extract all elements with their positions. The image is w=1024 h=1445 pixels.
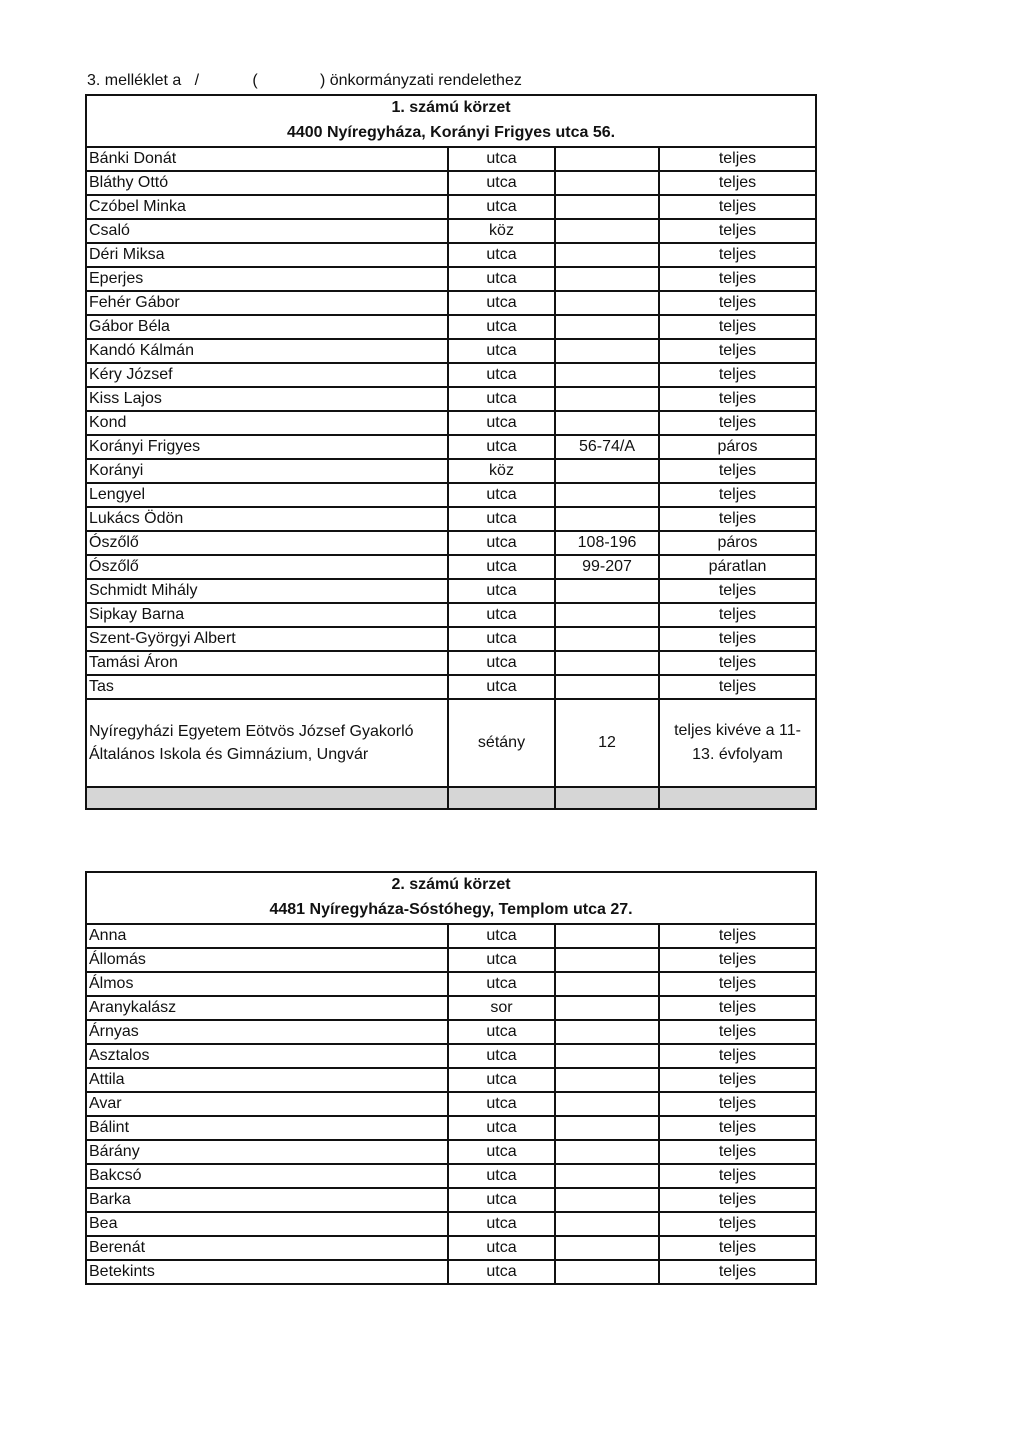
street-type: utca — [448, 147, 555, 171]
street-row — [86, 171, 816, 195]
street-type: utca — [448, 555, 555, 579]
street-name: Lukács Ödön — [86, 507, 448, 531]
street-row — [86, 243, 816, 267]
house-number-range — [555, 1068, 659, 1092]
street-type: utca — [448, 315, 555, 339]
street-name: Czóbel Minka — [86, 195, 448, 219]
house-number-range — [555, 363, 659, 387]
house-number-range — [555, 387, 659, 411]
separator-cell — [448, 787, 555, 809]
street-type: utca — [448, 291, 555, 315]
street-name: Eperjes — [86, 267, 448, 291]
street-row — [86, 996, 816, 1020]
coverage: páratlan — [659, 555, 816, 579]
street-row — [86, 1116, 816, 1140]
house-number-range — [555, 675, 659, 699]
street-name: Bakcsó — [86, 1164, 448, 1188]
house-number-range — [555, 483, 659, 507]
street-row — [86, 1164, 816, 1188]
house-number-range: 56-74/A — [555, 435, 659, 459]
house-number-range — [555, 411, 659, 435]
house-number-range — [555, 1236, 659, 1260]
street-type: utca — [448, 363, 555, 387]
street-row — [86, 267, 816, 291]
house-number-range — [555, 147, 659, 171]
coverage: teljes — [659, 459, 816, 483]
street-row — [86, 531, 816, 555]
street-type: utca — [448, 627, 555, 651]
coverage: teljes — [659, 675, 816, 699]
street-name: Kiss Lajos — [86, 387, 448, 411]
coverage: teljes kivéve a 11-13. évfolyam — [659, 699, 816, 787]
street-type: utca — [448, 972, 555, 996]
house-number-range — [555, 219, 659, 243]
street-name: Ószőlő — [86, 531, 448, 555]
coverage: teljes — [659, 996, 816, 1020]
coverage: teljes — [659, 267, 816, 291]
street-row — [86, 459, 816, 483]
street-type: utca — [448, 531, 555, 555]
district-1-address: 4400 Nyíregyháza, Korányi Frigyes utca 56. — [286, 124, 616, 141]
coverage: teljes — [659, 195, 816, 219]
street-type: utca — [448, 1092, 555, 1116]
document-header: 3. melléklet a / ( ) önkormányzati rendelethez — [87, 72, 522, 89]
house-number-range — [555, 315, 659, 339]
coverage: teljes — [659, 948, 816, 972]
street-name: Álmos — [86, 972, 448, 996]
house-number-range — [555, 171, 659, 195]
street-name: Korányi — [86, 459, 448, 483]
street-row — [86, 411, 816, 435]
street-name: Sipkay Barna — [86, 603, 448, 627]
street-name: Bárány — [86, 1140, 448, 1164]
house-number-range — [555, 243, 659, 267]
school-name: Nyíregyházi Egyetem Eötvös József Gyakorló Általános Iskola és Gimnázium, Ungvár — [86, 699, 448, 787]
street-type: utca — [448, 1068, 555, 1092]
street-type: utca — [448, 267, 555, 291]
street-row — [86, 579, 816, 603]
street-name: Csaló — [86, 219, 448, 243]
coverage: páros — [659, 531, 816, 555]
street-row — [86, 315, 816, 339]
street-type: utca — [448, 387, 555, 411]
district-1-title: 1. számú körzet — [391, 99, 511, 117]
street-name: Ószőlő — [86, 555, 448, 579]
district-2-title: 2. számú körzet — [391, 876, 511, 894]
street-type: utca — [448, 1020, 555, 1044]
street-type: köz — [448, 459, 555, 483]
street-type: utca — [448, 1044, 555, 1068]
house-number-range — [555, 1188, 659, 1212]
street-name: Barka — [86, 1188, 448, 1212]
house-number-range: 108-196 — [555, 531, 659, 555]
coverage: teljes — [659, 651, 816, 675]
separator-cell — [659, 787, 816, 809]
street-name: Állomás — [86, 948, 448, 972]
street-name: Schmidt Mihály — [86, 579, 448, 603]
street-type: utca — [448, 651, 555, 675]
street-name: Bálint — [86, 1116, 448, 1140]
coverage: teljes — [659, 1068, 816, 1092]
street-type: utca — [448, 675, 555, 699]
street-type: utca — [448, 483, 555, 507]
coverage: teljes — [659, 387, 816, 411]
street-row — [86, 435, 816, 459]
house-number-range — [555, 1140, 659, 1164]
street-type: utca — [448, 1236, 555, 1260]
coverage: teljes — [659, 1020, 816, 1044]
coverage: teljes — [659, 972, 816, 996]
street-type: utca — [448, 579, 555, 603]
house-number-range — [555, 1164, 659, 1188]
street-row — [86, 1212, 816, 1236]
street-name: Aranykalász — [86, 996, 448, 1020]
street-name: Szent-Györgyi Albert — [86, 627, 448, 651]
street-type: sétány — [448, 699, 555, 787]
coverage: teljes — [659, 1140, 816, 1164]
house-number-range — [555, 291, 659, 315]
separator-cell — [555, 787, 659, 809]
coverage: teljes — [659, 483, 816, 507]
district-1-table — [85, 94, 817, 810]
coverage: teljes — [659, 339, 816, 363]
coverage: teljes — [659, 363, 816, 387]
street-name: Lengyel — [86, 483, 448, 507]
street-name: Kond — [86, 411, 448, 435]
coverage: teljes — [659, 579, 816, 603]
coverage: teljes — [659, 507, 816, 531]
coverage: teljes — [659, 924, 816, 948]
street-row — [86, 651, 816, 675]
house-number-range — [555, 972, 659, 996]
street-row — [86, 675, 816, 699]
street-type: utca — [448, 603, 555, 627]
district-2-header-row — [86, 872, 816, 924]
street-row — [86, 483, 816, 507]
separator-row — [86, 787, 816, 809]
street-name: Fehér Gábor — [86, 291, 448, 315]
street-row — [86, 291, 816, 315]
street-type: utca — [448, 243, 555, 267]
street-row — [86, 603, 816, 627]
house-number-range: 12 — [555, 699, 659, 787]
street-type: utca — [448, 1212, 555, 1236]
separator-cell — [86, 787, 448, 809]
house-number-range — [555, 924, 659, 948]
street-row — [86, 387, 816, 411]
street-type: utca — [448, 1164, 555, 1188]
house-number-range — [555, 579, 659, 603]
street-row — [86, 627, 816, 651]
district-2-heading — [86, 872, 816, 924]
district-1-heading — [86, 95, 816, 147]
street-name: Asztalos — [86, 1044, 448, 1068]
street-name: Bláthy Ottó — [86, 171, 448, 195]
house-number-range — [555, 603, 659, 627]
house-number-range — [555, 1260, 659, 1284]
coverage: teljes — [659, 627, 816, 651]
house-number-range — [555, 1092, 659, 1116]
street-name: Attila — [86, 1068, 448, 1092]
street-row — [86, 1236, 816, 1260]
coverage: teljes — [659, 243, 816, 267]
house-number-range — [555, 651, 659, 675]
house-number-range — [555, 1116, 659, 1140]
coverage: teljes — [659, 291, 816, 315]
street-row — [86, 1044, 816, 1068]
coverage: teljes — [659, 219, 816, 243]
coverage: teljes — [659, 1260, 816, 1284]
coverage: teljes — [659, 1212, 816, 1236]
house-number-range — [555, 627, 659, 651]
street-type: utca — [448, 1140, 555, 1164]
coverage: teljes — [659, 1092, 816, 1116]
coverage: páros — [659, 435, 816, 459]
coverage: teljes — [659, 411, 816, 435]
street-name: Korányi Frigyes — [86, 435, 448, 459]
house-number-range — [555, 1020, 659, 1044]
coverage: teljes — [659, 1188, 816, 1212]
house-number-range — [555, 459, 659, 483]
district-2-table — [85, 871, 817, 1285]
street-name: Anna — [86, 924, 448, 948]
street-type: utca — [448, 1260, 555, 1284]
coverage: teljes — [659, 1236, 816, 1260]
street-type: sor — [448, 996, 555, 1020]
street-name: Bánki Donát — [86, 147, 448, 171]
coverage: teljes — [659, 171, 816, 195]
house-number-range — [555, 1044, 659, 1068]
street-name: Déri Miksa — [86, 243, 448, 267]
district-2-address: 4481 Nyíregyháza-Sóstóhegy, Templom utca 27. — [269, 901, 633, 918]
house-number-range — [555, 267, 659, 291]
coverage: teljes — [659, 1164, 816, 1188]
street-type: utca — [448, 924, 555, 948]
street-row — [86, 339, 816, 363]
street-type: utca — [448, 411, 555, 435]
coverage: teljes — [659, 1044, 816, 1068]
street-type: köz — [448, 219, 555, 243]
house-number-range — [555, 195, 659, 219]
street-row — [86, 1092, 816, 1116]
street-row — [86, 219, 816, 243]
street-type: utca — [448, 1116, 555, 1140]
street-name: Bea — [86, 1212, 448, 1236]
school-row — [86, 699, 816, 787]
street-name: Tamási Áron — [86, 651, 448, 675]
street-type: utca — [448, 195, 555, 219]
street-name: Betekints — [86, 1260, 448, 1284]
house-number-range — [555, 339, 659, 363]
street-type: utca — [448, 948, 555, 972]
coverage: teljes — [659, 315, 816, 339]
street-row — [86, 363, 816, 387]
street-name: Kandó Kálmán — [86, 339, 448, 363]
street-name: Árnyas — [86, 1020, 448, 1044]
street-row — [86, 1188, 816, 1212]
street-row — [86, 195, 816, 219]
street-type: utca — [448, 1188, 555, 1212]
street-row — [86, 507, 816, 531]
street-type: utca — [448, 171, 555, 195]
street-name: Gábor Béla — [86, 315, 448, 339]
street-row — [86, 948, 816, 972]
street-row — [86, 1140, 816, 1164]
street-name: Avar — [86, 1092, 448, 1116]
coverage: teljes — [659, 1116, 816, 1140]
coverage: teljes — [659, 147, 816, 171]
street-type: utca — [448, 507, 555, 531]
street-row — [86, 924, 816, 948]
street-row — [86, 972, 816, 996]
street-name: Tas — [86, 675, 448, 699]
house-number-range: 99-207 — [555, 555, 659, 579]
street-row — [86, 147, 816, 171]
street-type: utca — [448, 339, 555, 363]
coverage: teljes — [659, 603, 816, 627]
street-row — [86, 1260, 816, 1284]
house-number-range — [555, 1212, 659, 1236]
street-row — [86, 1020, 816, 1044]
street-row — [86, 1068, 816, 1092]
street-name: Berenát — [86, 1236, 448, 1260]
street-name: Kéry József — [86, 363, 448, 387]
district-1-header-row — [86, 95, 816, 147]
house-number-range — [555, 996, 659, 1020]
house-number-range — [555, 948, 659, 972]
house-number-range — [555, 507, 659, 531]
street-row — [86, 555, 816, 579]
street-type: utca — [448, 435, 555, 459]
